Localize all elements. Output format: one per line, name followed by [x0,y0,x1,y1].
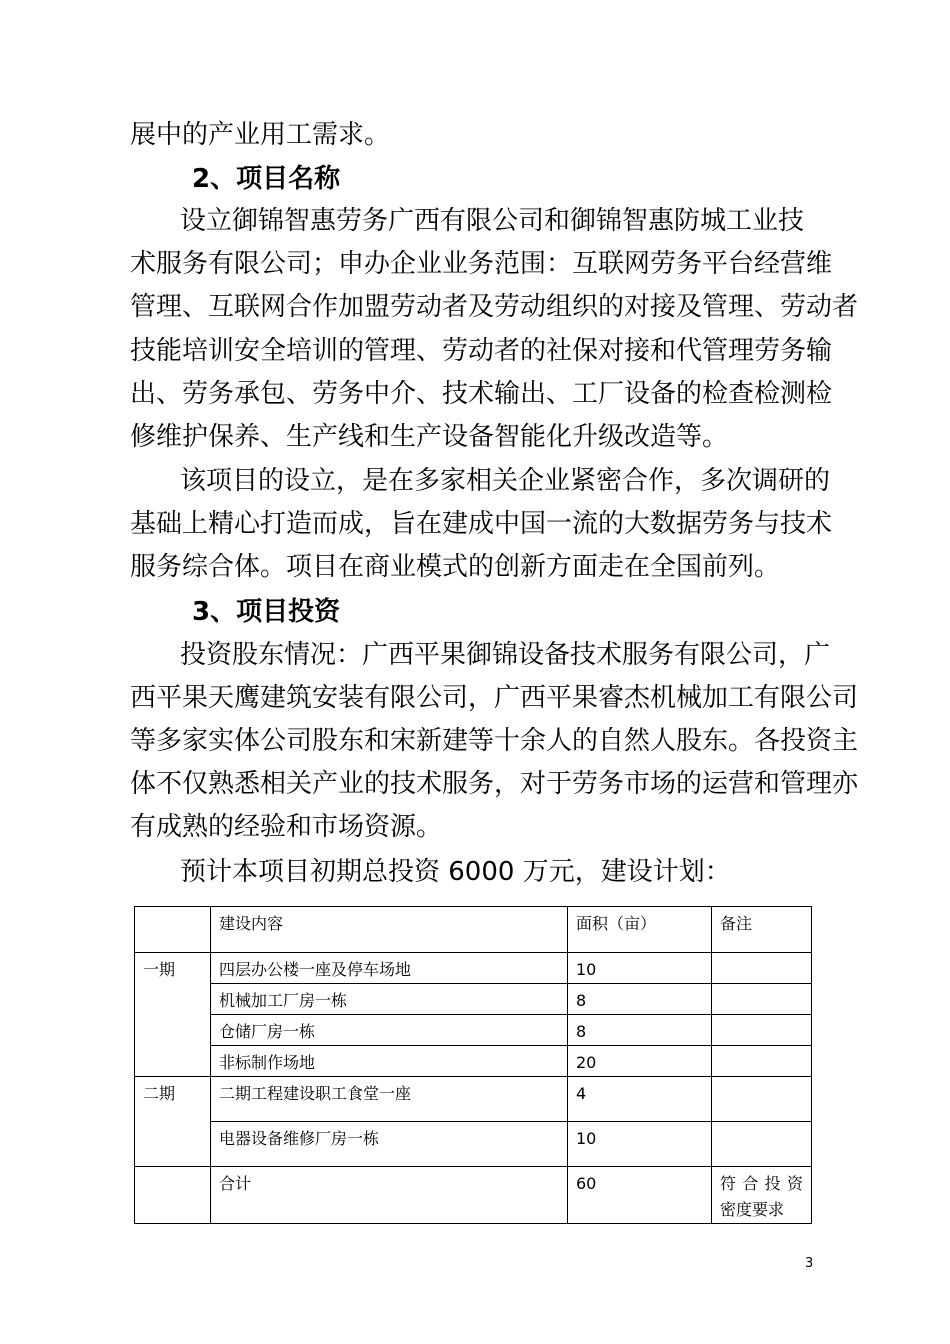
table-cell [712,1015,812,1046]
table-header-row [135,907,812,953]
body-text-line: 管理、互联网合作加盟劳动者及劳动组织的对接及管理、劳动者 [130,292,859,322]
table-row [135,1077,812,1122]
table-cell: 机械加工厂房一栋 [211,984,568,1015]
body-text-line: 设立御锦智惠劳务广西有限公司和御锦智惠防城工业技 [180,206,805,236]
table-cell: 8 [568,984,712,1015]
body-text-line: 西平果天鹰建筑安装有限公司，广西平果睿杰机械加工有限公司 [130,683,859,713]
body-text-line: 技能培训安全培训的管理、劳动者的社保对接和代管理劳务输 [130,336,833,366]
table-row [135,1046,812,1077]
body-text-line: 体不仅熟悉相关产业的技术服务，对于劳务市场的运营和管理亦 [130,769,859,799]
table-cell: 8 [568,1015,712,1046]
table-cell: 10 [568,1122,712,1167]
table-cell: 非标制作场地 [211,1046,568,1077]
total-note-line: 密度要求 [720,1200,785,1219]
table-header-cell: 面积（亩） [568,907,712,953]
body-text-line: 修维护保养、生产线和生产设备智能化升级改造等。 [130,422,729,452]
table-row [135,1015,812,1046]
table-cell [135,1167,211,1224]
table-cell: 四层办公楼一座及停车场地 [211,953,568,984]
table-row [135,984,812,1015]
table-header-cell [135,907,211,953]
table-total-row [135,1167,812,1224]
table-row [135,1122,812,1167]
body-text-line: 有成熟的经验和市场资源。 [130,812,443,842]
table-header-cell: 备注 [712,907,812,953]
total-label-cell: 合计 [211,1167,568,1224]
section-heading-project-name: 2、项目名称 [192,164,341,194]
page-number: 3 [805,1256,814,1271]
phase-one-cell: 一期 [135,953,211,1077]
table-cell: 10 [568,953,712,984]
body-text-line: 展中的产业用工需求。 [130,120,391,150]
table-cell: 20 [568,1046,712,1077]
body-text-line: 投资股东情况：广西平果御锦设备技术服务有限公司，广 [180,640,831,670]
body-text-line: 预计本项目初期总投资 6000 万元，建设计划： [180,857,731,887]
total-note-line: 符合投资 [720,1174,803,1193]
body-text-line: 等多家实体公司股东和宋新建等十余人的自然人股东。各投资主 [130,726,859,756]
construction-plan-table [134,906,812,1224]
section-heading-project-investment: 3、项目投资 [192,597,341,627]
table-cell: 仓储厂房一栋 [211,1015,568,1046]
table-cell: 4 [568,1077,712,1122]
table-row [135,953,812,984]
table-cell: 电器设备维修厂房一栋 [211,1122,568,1167]
table-header-cell: 建设内容 [211,907,568,953]
table-cell [712,1077,812,1122]
body-text-line: 该项目的设立，是在多家相关企业紧密合作，多次调研的 [180,466,831,496]
body-text-line: 术服务有限公司；申办企业业务范围：互联网劳务平台经营维 [130,249,833,279]
table-cell [712,984,812,1015]
table-cell [712,953,812,984]
body-text-line: 基础上精心打造而成，旨在建成中国一流的大数据劳务与技术 [130,509,833,539]
body-text-line: 服务综合体。项目在商业模式的创新方面走在全国前列。 [130,552,781,582]
total-note-cell [712,1167,812,1224]
table-cell [712,1046,812,1077]
table-cell [712,1122,812,1167]
body-text-line: 出、劳务承包、劳务中介、技术输出、工厂设备的检查检测检 [130,379,833,409]
table-cell: 二期工程建设职工食堂一座 [211,1077,568,1122]
phase-two-cell: 二期 [135,1077,211,1167]
total-area-cell: 60 [568,1167,712,1224]
